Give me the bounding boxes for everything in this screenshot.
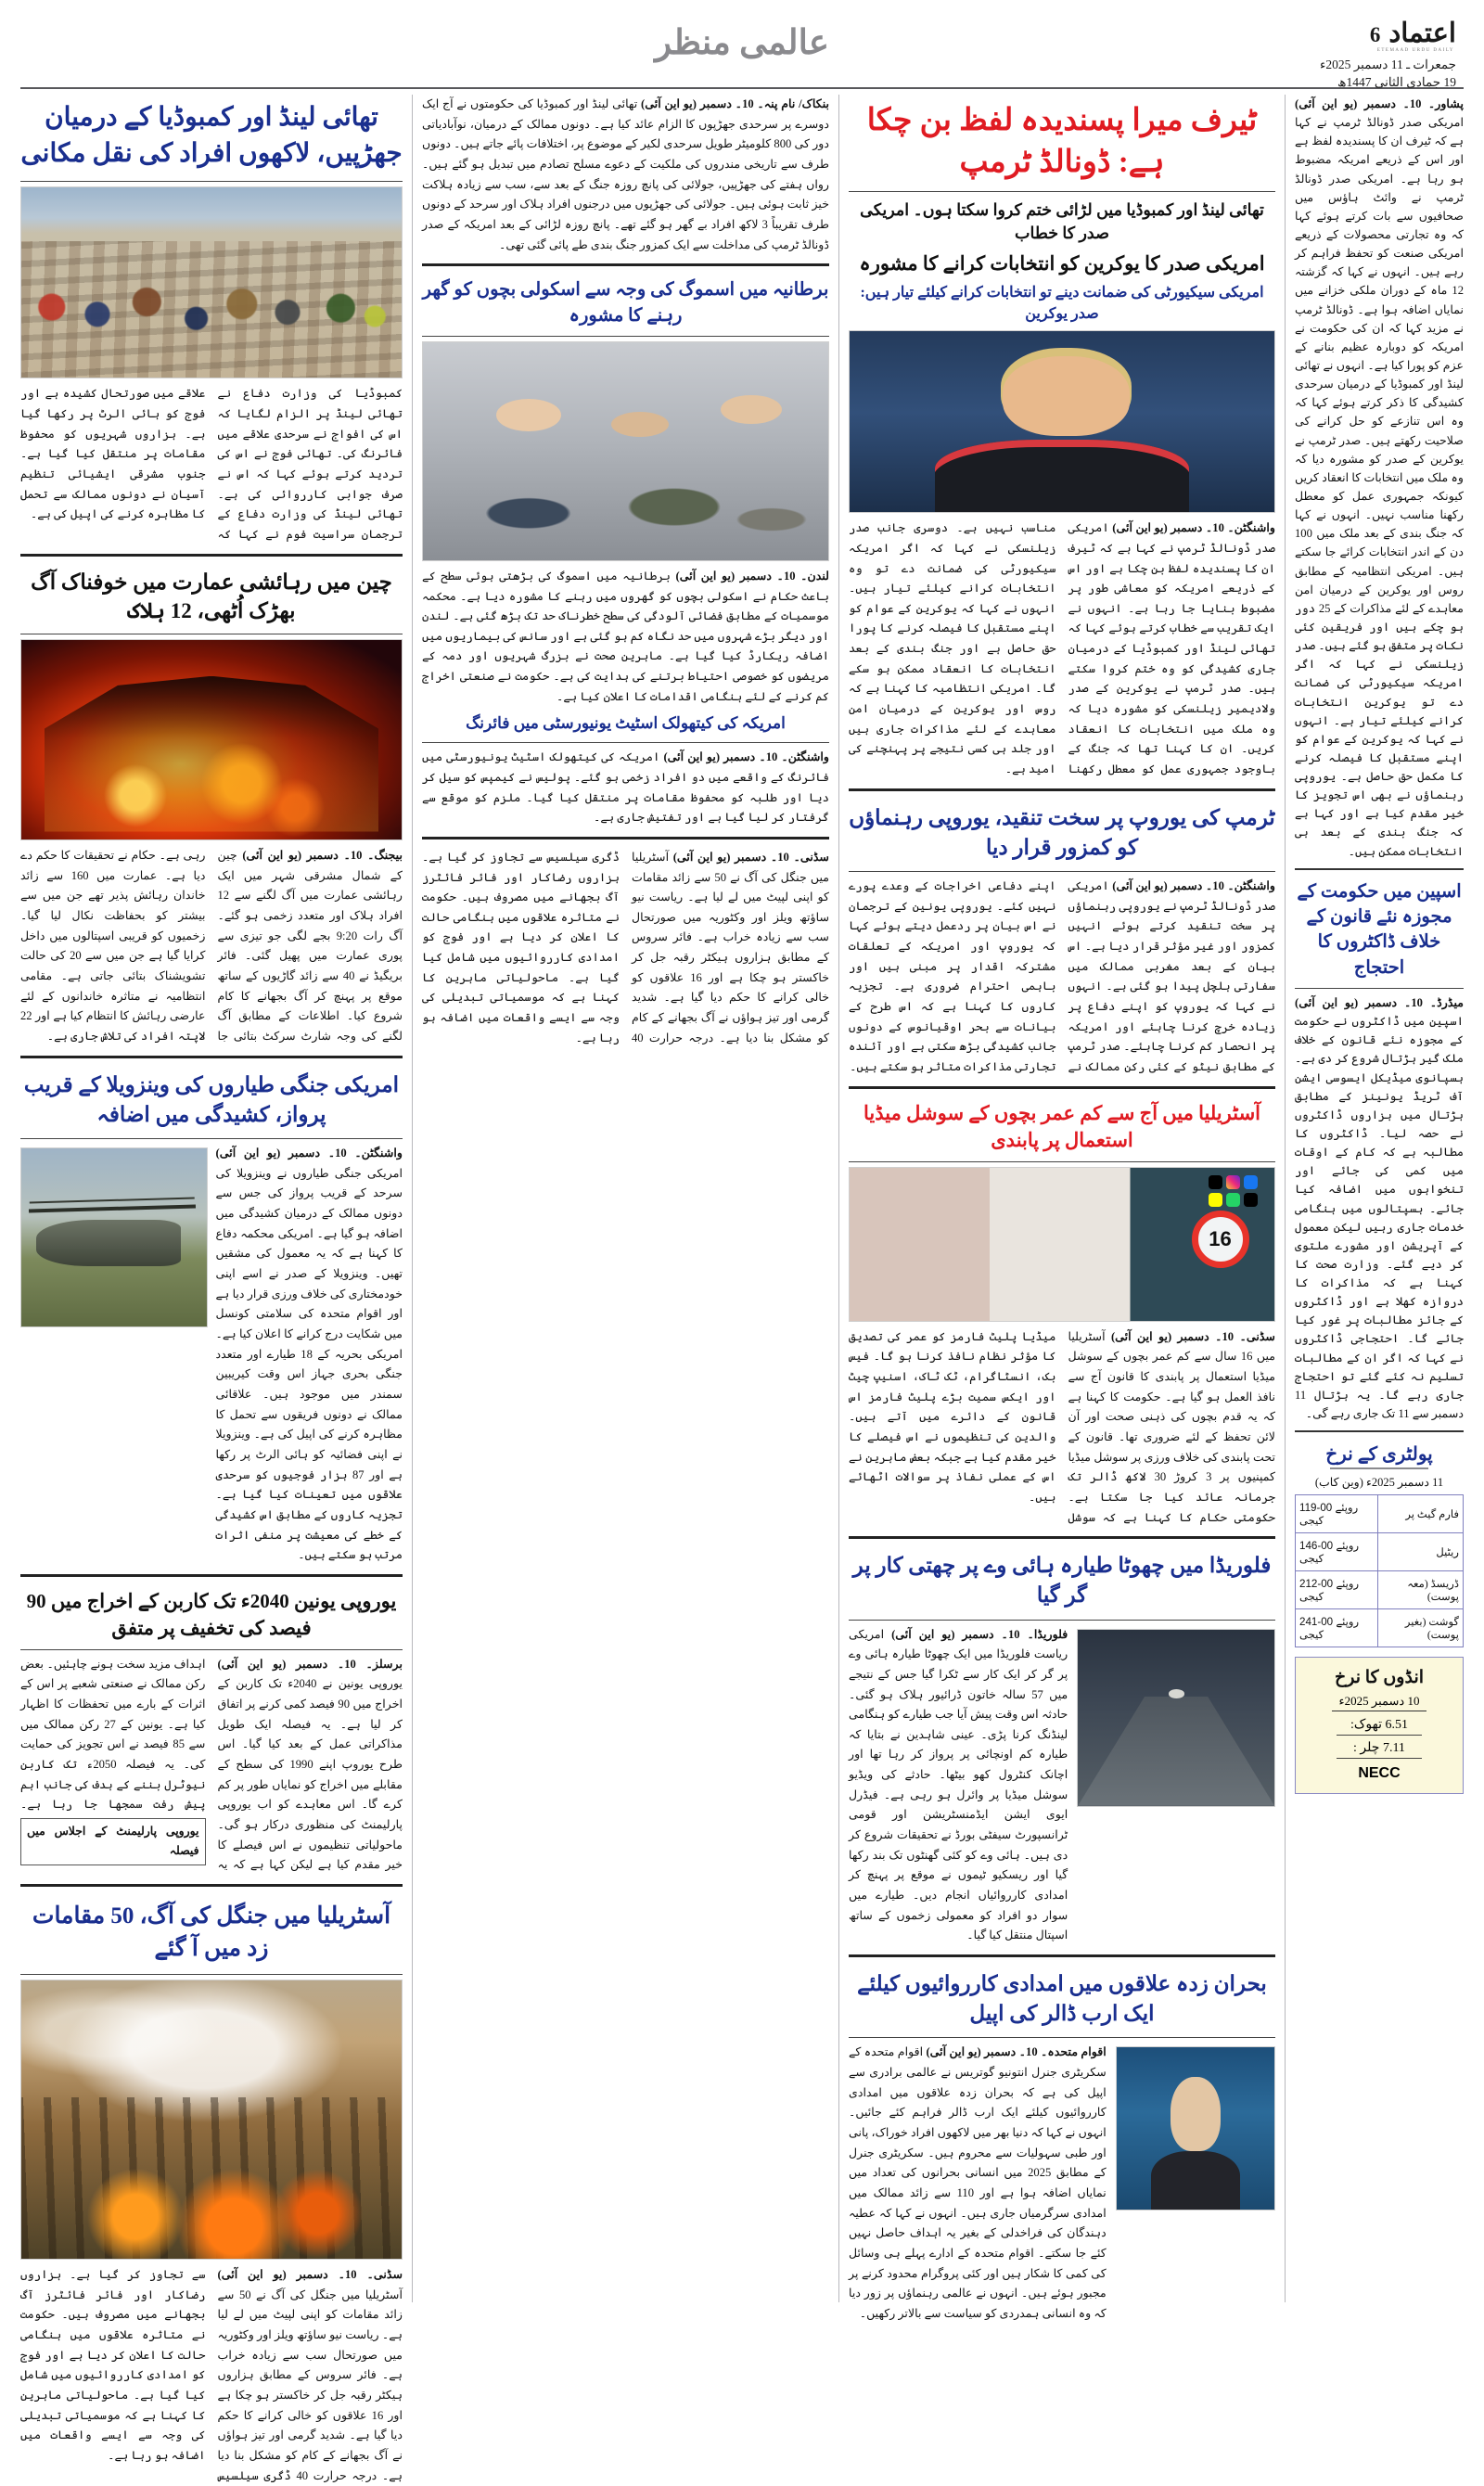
divider bbox=[422, 837, 829, 839]
brand-name: اعتماد bbox=[1388, 19, 1456, 48]
divider bbox=[849, 2037, 1275, 2038]
britain-schools-body bbox=[422, 567, 829, 708]
divider bbox=[422, 336, 829, 337]
china-fire-text: چین کے شمال مشرقی شہر میں ایک رہائشی عمارت میں آگ لگنے سے 12 افراد ہلاک اور متعدد زخمی ہو گئے۔ آگ رات 9:20 بجے لگی جو تیزی سے پوری عمارت میں پھیل گئی۔ فائر بریگیڈ نے 40 سے زائد گاڑیوں کے ساتھ موقع پر پہنچ کر آگ بجھانے کا کام شروع کیا۔ اطلاعات کے مطابق آگ لگنے کی وجہ شارٹ سرکٹ بتائی جا رہی ہے۔ حکام نے تحقیقات کا حکم دے دیا ہے۔ عمارت میں 160 سے زائد خاندان رہائش پذیر تھے جن میں سے بیشتر کو بحفاظت نکال لیا گیا۔ زخمیوں کو قریبی اسپتالوں میں داخل کرایا گیا ہے جن میں سے 20 کی حالت تشویشناک بتائی جاتی ہے۔ مقامی انتظامیہ نے متاثرہ خاندانوں کے لئے عارضی رہائش کا انتظام کیا ہے اور 22 لاپتہ افراد کی تلاش جاری ہے۔ bbox=[20, 849, 403, 1043]
divider bbox=[20, 1138, 403, 1139]
article-right-rail-lead bbox=[1295, 95, 1464, 861]
spain-doctors-dateline: میڈرڈ۔ 10۔ دسمبر (یو این آئی) bbox=[1295, 995, 1465, 1009]
australia-fire-text: آسٹریلیا میں جنگل کی آگ نے 50 سے زائد مقامات کو اپنی لپیٹ میں لے لیا ہے۔ ریاست نیو ساؤتھ ویلز اور وکٹوریہ میں صورتحال سب سے زیادہ خراب ہے۔ فائر سروس کے مطابق ہزاروں ہیکٹر رقبہ جل کر خاکستر ہو چکا ہے اور 16 علاقوں کو خالی کرانے کا حکم دیا گیا ہے۔ شدید گرمی اور تیز ہواؤں نے آگ بجھانے کے کام کو مشکل بنا دیا ہے۔ درجہ حرارت 40 ڈگری سیلسیس سے تجاوز کر گیا ہے۔ ہزاروں رضاکار اور فائر فائٹرز آگ بجھانے میں مصروف ہیں۔ حکومت نے متاثرہ علاقوں میں ہنگامی حالت کا اعلان کر دیا ہے اور فوج کو امدادی کارروائیوں میں شامل کیا گیا ہے۔ ماحولیاتی ماہرین کا کہنا ہے کہ موسمیاتی تبدیلی کی وجہ سے ایسے واقعات میں اضافہ ہو رہا ہے۔ bbox=[20, 2267, 403, 2482]
australia-social-dateline: سڈنی۔ 10۔ دسمبر (یو این آئی) bbox=[1110, 1329, 1275, 1343]
table-row bbox=[1296, 1495, 1464, 1533]
lead-text: امریکی صدر ڈونالڈ ٹرمپ نے کہا ہے کہ ٹیرف ان کا پسندیدہ لفظ بن چکا ہے اور اس کے ذریعے امریکہ کو معاشی طور پر مضبوط بنایا جا رہا ہے۔ انہوں نے ایک تقریب سے خطاب کرتے ہوئے کہا کہ تھائی لینڈ اور کمبوڈیا کے درمیان جاری کشیدگی کو وہ ختم کروا سکتے ہیں۔ صدر ٹرمپ نے یوکرین کے صدر ولادیمیر زیلنسکی کو مشورہ دیا کہ وہ ملک میں انتخابات کا انعقاد کریں۔ ان کا کہنا تھا کہ جنگ کے باوجود جمہوری عمل کو معطل رکھنا مناسب نہیں ہے۔ دوسری جانب صدر زیلنسکی نے کہا کہ اگر امریکہ سیکیورٹی کی ضمانت دے تو وہ انتخابات کرانے کیلئے تیار ہیں۔ انہوں نے کہا کہ یوکرین کے عوام کو اپنے مستقبل کا فیصلہ کرنے کا پورا حق حاصل ہے اور جنگ بندی کے بعد انتخابات کا انعقاد ممکن ہو سکے گا۔ امریکی انتظامیہ کا کہنا ہے کہ روس اور یوکرین کے درمیان امن معاہدے کے لئے مذاکرات جاری ہیں اور جلد ہی کسی نتیجے پر پہنچنے کی امید ہے۔ bbox=[849, 521, 1275, 776]
article-lead-trump bbox=[849, 95, 1275, 780]
china-fire-dateline: بیجنگ۔ 10۔ دسمبر (یو این آئی) bbox=[242, 849, 403, 863]
lead-subheadline-1: تھائی لینڈ اور کمبوڈیا میں لڑائی ختم کروا سکتا ہوں۔ امریکی صدر کا خطاب bbox=[860, 200, 1264, 243]
trump-europe-body bbox=[849, 877, 1275, 1078]
china-fire-headline: چین میں رہائشی عمارت میں خوفناک آگ بھڑک اُٹھی، 12 ہلاک bbox=[31, 570, 392, 623]
britain-schools-dateline: لندن۔ 10۔ دسمبر (یو این آئی) bbox=[675, 569, 829, 583]
un-appeal-headline: بحران زدہ علاقوں میں امدادی کارروائیوں کیلئے ایک ارب ڈالر کی اپیل bbox=[857, 1972, 1267, 2026]
australia-fire-text-mid: آسٹریلیا میں جنگل کی آگ نے 50 سے زائد مقامات کو اپنی لپیٹ میں لے لیا ہے۔ ریاست نیو ساؤتھ ویلز اور وکٹوریہ میں صورتحال سب سے زیادہ خراب ہے۔ فائر سروس کے مطابق ہزاروں ہیکٹر رقبہ جل کر خاکستر ہو چکا ہے اور 16 علاقوں کو خالی کرانے کا حکم دیا گیا ہے۔ شدید گرمی اور تیز ہواؤں نے آگ بجھانے کے کام کو مشکل بنا دیا ہے۔ درجہ حرارت 40 ڈگری سیلسیس سے تجاوز کر گیا ہے۔ ہزاروں رضاکار اور فائر فائٹرز آگ بجھانے میں مصروف ہیں۔ حکومت نے متاثرہ علاقوں میں ہنگامی حالت کا اعلان کر دیا ہے اور فوج کو امدادی کارروائیوں میں شامل کیا گیا ہے۔ ماحولیاتی ماہرین کا کہنا ہے کہ موسمیاتی تبدیلی کی وجہ سے ایسے واقعات میں اضافہ ہو رہا ہے۔ bbox=[422, 850, 829, 1044]
photo-un-secretary bbox=[1116, 2046, 1275, 2210]
article-spain-doctors bbox=[1295, 877, 1464, 1423]
article-australia-fire-mid bbox=[422, 848, 829, 1049]
divider bbox=[849, 1086, 1275, 1089]
poultry-row-label: فارم گیٹ پر bbox=[1378, 1495, 1464, 1533]
tiktok-icon bbox=[1209, 1175, 1222, 1189]
australia-fire-headline: آسٹریلیا میں جنگل کی آگ، 50 مقامات زد میں آ گئے bbox=[32, 1903, 391, 1961]
thailand-cambodia-dateline: بنکاک/ نام پنہ۔ 10۔ دسمبر (یو این آئی) bbox=[641, 97, 829, 110]
egg-retail-label: چلر : bbox=[1353, 1741, 1380, 1756]
brand-subtitle: ETEMAAD URDU DAILY bbox=[1376, 48, 1454, 54]
photo-trump-image bbox=[850, 331, 1274, 512]
poultry-row-label: گوشت (بغیر پوست) bbox=[1378, 1609, 1464, 1647]
egg-rates-title: انڈوں کا نرخ bbox=[1334, 1668, 1425, 1688]
divider bbox=[1295, 1430, 1464, 1432]
australia-social-text: آسٹریلیا میں 16 سال سے کم عمر بچوں کے سوشل میڈیا استعمال پر پابندی کا قانون آج سے نافذ العمل ہو گیا ہے۔ حکومت کا کہنا ہے کہ یہ قدم بچوں کی ذہنی صحت اور آن لائن تحفظ کے لئے ضروری تھا۔ قانون کے تحت پابندی کی خلاف ورزی پر سوشل میڈیا کمپنیوں پر 3 کروڑ 30 لاکھ ڈالر تک جرمانہ عائد کیا جا سکتا ہے۔ حکومتی حکام کا کہنا ہے کہ سوشل میڈیا پلیٹ فارمز کو عمر کی تصدیق کا مؤثر نظام نافذ کرنا ہو گا۔ فیس بک، انسٹاگرام، ٹک ٹاک، اسنیپ چیٹ اور ایکس سمیت بڑے پلیٹ فارمز اس قانون کے دائرے میں آتے ہیں۔ والدین کی تنظیموں نے اس فیصلے کا خیر مقدم کیا ہے جبکہ بعض ماہرین نے اس کے عملی نفاذ پر سوالات اٹھائے ہیں۔ bbox=[849, 1329, 1276, 1524]
poultry-rates-table bbox=[1295, 1494, 1464, 1647]
australia-fire-dateline-mid: سڈنی۔ 10۔ دسمبر (یو این آئی) bbox=[672, 850, 829, 864]
divider bbox=[20, 554, 403, 557]
article-australia-fire bbox=[20, 1895, 403, 2486]
spain-doctors-body bbox=[1295, 993, 1464, 1423]
poultry-row-value: 146-00 روپئے کیجی bbox=[1296, 1533, 1378, 1571]
divider bbox=[1295, 988, 1464, 989]
photo-travellers-image bbox=[423, 342, 828, 560]
eu-carbon-headline: یوروپی یونین 2040ء تک کاربن کے اخراج میں 90 فیصد کی تخفیف پر متفق bbox=[26, 1589, 397, 1639]
poultry-rates-date: 11 دسمبر 2025ء (وین کاب) bbox=[1314, 1476, 1444, 1490]
australia-fire-dateline: سڈنی۔ 10۔ دسمبر (یو این آئی) bbox=[217, 2267, 403, 2281]
column-middle bbox=[413, 95, 839, 2302]
lead-dateline: واشنگٹن۔ 10۔ دسمبر (یو این آئی) bbox=[1112, 521, 1275, 535]
article-us-venezuela bbox=[20, 1067, 403, 1566]
eu-carbon-boxed-note: یوروپی پارلیمنٹ کے اجلاس میں فیصلہ bbox=[20, 1818, 206, 1865]
table-row bbox=[1296, 1533, 1464, 1571]
us-venezuela-text: امریکی جنگی طیاروں نے وینزویلا کی سرحد کے قریب پرواز کی جس سے دونوں ممالک کے درمیان کشیدگی میں اضافہ ہو گیا ہے۔ امریکی محکمہ دفاع کا کہنا ہے کہ یہ معمول کی مشقیں تھیں۔ وینزویلا کے صدر نے اسے اپنی خودمختاری کی خلاف ورزی قرار دیا ہے اور اقوام متحدہ کی سلامتی کونسل میں شکایت درج کرانے کا اعلان کیا ہے۔ امریکی بحریہ کے 18 طیارے اور متعدد جنگی بحری جہاز اس وقت کیریبین سمندر میں موجود ہیں۔ علاقائی ممالک نے دونوں فریقوں سے تحمل کا مظاہرہ کرنے کی اپیل کی ہے۔ وینزویلا نے اپنی فضائیہ کو ہائی الرٹ پر رکھا ہے اور 87 ہزار فوجیوں کو سرحدی علاقوں میں تعینات کیا گیا ہے۔ تجزیہ کاروں کے مطابق اس کشیدگی کے خطے کی معیشت پر منفی اثرات مرتب ہو سکتے ہیں۔ bbox=[215, 1166, 403, 1562]
poultry-row-value: 212-00 روپئے کیجی bbox=[1296, 1571, 1378, 1609]
egg-retail bbox=[1337, 1738, 1422, 1759]
article-china-fire bbox=[20, 565, 403, 1047]
poultry-rates-widget bbox=[1295, 1439, 1464, 1794]
florida-plane-dateline: فلوریڈا۔ 10۔ دسمبر (یو این آئی) bbox=[891, 1627, 1068, 1641]
column-right bbox=[839, 95, 1285, 2320]
un-appeal-dateline: اقوام متحدہ۔ 10۔ دسمبر (یو این آئی) bbox=[926, 2045, 1107, 2059]
divider bbox=[849, 788, 1275, 791]
australia-fire-body bbox=[20, 2265, 403, 2486]
us-venezuela-headline: امریکی جنگی طیاروں کی وینزویلا کے قریب پرواز، کشیدگی میں اضافہ bbox=[23, 1072, 400, 1126]
us-university-shooting-headline: امریکہ کی کیتھولک اسٹیٹ یونیورسٹی میں فائرنگ bbox=[466, 714, 786, 733]
divider bbox=[849, 1954, 1275, 1957]
us-venezuela-dateline: واشنگٹن۔ 10۔ دسمبر (یو این آئی) bbox=[215, 1147, 403, 1160]
divider bbox=[20, 1056, 403, 1058]
us-university-shooting-body bbox=[422, 748, 829, 828]
page-number: 6 bbox=[1369, 23, 1381, 46]
lead-subheadline-3: امریکی سیکیورٹی کی ضمانت دینے تو انتخابات کرانے کیلئے تیار ہیں: صدر یوکرین bbox=[860, 284, 1264, 322]
divider bbox=[849, 1620, 1275, 1621]
trump-europe-dateline: واشنگٹن۔ 10۔ دسمبر (یو این آئی) bbox=[1112, 879, 1275, 893]
article-un-appeal bbox=[849, 1966, 1275, 2325]
right-rail-lead-body bbox=[1295, 95, 1464, 861]
un-appeal-text: اقوام متحدہ کے سکریٹری جنرل انتونیو گوتریس نے عالمی برادری سے اپیل کی ہے کہ بحران زدہ علاقوں میں امدادی کارروائیوں کیلئے ایک ارب ڈالر فراہم کئے جائیں۔ انہوں نے کہا کہ دنیا بھر میں لاکھوں افراد خوراک، پانی اور طبی سہولیات سے محروم ہیں۔ سکریٹری جنرل کے مطابق 2025 میں انسانی بحرانوں کی تعداد میں نمایاں اضافہ ہوا ہے اور 110 سے زائد ممالک میں امدادی سرگرمیاں جاری ہیں۔ انہوں نے کہا کہ عطیہ دہندگان کی فراخدلی کے بغیر یہ اہداف حاصل نہیں کئے جا سکتے۔ اقوام متحدہ کے ادارے پہلے ہی وسائل کی کمی کا شکار ہیں اور کئی پروگرام محدود کرنے پر مجبور ہوئے ہیں۔ انہوں نے عالمی رہنماؤں پر زور دیا کہ وہ انسانی ہمدردی کو سیاست سے بالاتر رکھیں۔ bbox=[849, 2045, 1107, 2320]
table-row bbox=[1296, 1571, 1464, 1609]
spain-doctors-headline: اسپین میں حکومت کے مجوزہ نئے قانون کے خلاف ڈاکٹروں کا احتجاج bbox=[1297, 881, 1462, 978]
poultry-row-label: ریٹیل bbox=[1378, 1533, 1464, 1571]
eu-carbon-text: یوروپی یونین نے 2040ء تک کاربن کے اخراج میں 90 فیصد کمی کرنے پر اتفاق کر لیا ہے۔ یہ فیصلہ ایک طویل مذاکراتی عمل کے بعد کیا گیا۔ اس طرح یوروپ اپنے 1990 کی سطح کے مقابلے میں اخراج کو نمایاں طور پر کم کرے گا۔ اس معاہدے کو اب یوروپی پارلیمنٹ کی منظوری درکار ہو گی۔ ماحولیاتی تنظیموں نے اس فیصلے کا خیر مقدم کیا ہے لیکن کہا ہے کہ یہ اہداف مزید سخت ہونے چاہئیں۔ بعض رکن ممالک نے صنعتی شعبے پر اس کے اثرات کے بارے میں تحفظات کا اظہار کیا ہے۔ یونین کے 27 رکن ممالک میں سے 85 فیصد نے اس تجویز کی حمایت کی۔ یہ فیصلہ 2050ء تک کاربن نیوٹرل بننے کے ہدف کی جانب اہم پیش رفت سمجھا جا رہا ہے۔ bbox=[20, 1657, 403, 1872]
lead-body bbox=[849, 519, 1275, 780]
date-gregorian: جمعرات ـ 11 دسمبر 2025ء bbox=[1319, 57, 1456, 71]
divider bbox=[849, 191, 1275, 192]
egg-retail-value: 7.11 bbox=[1382, 1741, 1405, 1756]
us-university-shooting-dateline: واشنگٹن۔ 10۔ دسمبر (یو این آئی) bbox=[663, 750, 830, 764]
lead-headline: ٹیرف میرا پسندیدہ لفظ بن چکا ہے: ڈونالڈ ٹرمپ bbox=[866, 104, 1258, 179]
right-rail-lead-text: امریکی صدر ڈونالڈ ٹرمپ نے کہا ہے کہ ٹیرف ان کا پسندیدہ لفظ ہے اور اس کے ذریعے امریکہ مضبوط ہو رہا ہے۔ امریکی صدر ڈونالڈ ٹرمپ نے وائٹ ہاؤس میں صحافیوں سے بات کرتے ہوئے کہا کہ وہ تجارتی محصولات کے ذریعے امریکی صنعت کو تحفظ فراہم کر رہے ہیں۔ انہوں نے کہا کہ گزشتہ 12 ماہ کے دوران ملکی خزانے میں نمایاں اضافہ ہوا ہے۔ ڈونالڈ ٹرمپ نے مزید کہا کہ ان کی حکومت نے امریکہ کو دوبارہ عظیم بنانے کے عزم کو پورا کیا ہے۔ انہوں نے تھائی لینڈ اور کمبوڈیا کے درمیان سرحدی کشیدگی کا ذکر کرتے ہوئے کہا کہ وہ اس تنازعے کو حل کرانے کی صلاحیت رکھتے ہیں۔ صدر ٹرمپ نے یوکرین کے صدر کو مشورہ دیا کہ وہ ملک میں انتخابات کا انعقاد کریں کیونکہ جمہوری عمل کو معطل رکھنا مناسب نہیں۔ انہوں نے کہا کہ جنگ بندی کے بعد ملک میں 100 دن کے اندر انتخابات کرائے جا سکتے ہیں۔ امریکی انتظامیہ کے مطابق روس اور یوکرین کے درمیان امن معاہدے کے لئے مذاکرات کے 25 دور ہو چکے ہیں اور فریقین کئی نکات پر متفق ہو گئے ہیں۔ صدر زیلنسکی نے کہا کہ اگر امریکہ سیکیورٹی کی ضمانت دے تو یوکرین انتخابات کرانے کیلئے تیار ہے۔ انہوں نے کہا کہ یوکرین کے عوام کو اپنے مستقبل کا فیصلہ کرنے کا مکمل حق حاصل ہے۔ یوروپی رہنماؤں نے بھی اس تجویز کا خیر مقدم کیا ہے اور کہا ہے کہ جنگ بندی کے بعد ہی انتخابات ممکن ہیں۔ bbox=[1295, 116, 1464, 858]
article-australia-social bbox=[849, 1097, 1275, 1529]
column-left bbox=[20, 95, 413, 2482]
poultry-row-value: 119-00 روپئے کیجی bbox=[1296, 1495, 1378, 1533]
poultry-rates-title: پولٹری کے نرخ bbox=[1325, 1444, 1433, 1466]
eu-carbon-dateline: برسلز۔ 10۔ دسمبر (یو این آئی) bbox=[217, 1657, 403, 1671]
app-icons-group bbox=[1209, 1175, 1258, 1207]
rate-title-rule bbox=[1330, 1467, 1428, 1469]
x-icon bbox=[1244, 1193, 1258, 1207]
trump-europe-headline: ٹرمپ کی یوروپ پر سخت تنقید، یوروپی رہنماؤں کو کمزور قرار دیا bbox=[849, 805, 1275, 859]
divider bbox=[20, 1649, 403, 1650]
divider bbox=[20, 1574, 403, 1577]
lead-subheadline-2: امریکی صدر کا یوکرین کو انتخابات کرانے کا مشورہ bbox=[859, 251, 1265, 275]
masthead bbox=[20, 17, 1464, 89]
article-trump-europe bbox=[849, 800, 1275, 1078]
photo-highway-image bbox=[1078, 1630, 1274, 1806]
divider bbox=[849, 871, 1275, 872]
thailand-cambodia-text2: کمبوڈیا کی وزارت دفاع نے تھائی لینڈ پر الزام لگایا کہ اس کی افواج نے سرحدی علاقے میں فائرنگ کی۔ تھائی فوج نے اس کی تردید کرتے ہوئے کہا کہ اس نے صرف جوابی کارروائی کی ہے۔ تھائی لینڈ کی وزارت دفاع کے ترجمان سراسیت فوم نے کہا کہ علاقے میں صورتحال کشیدہ ہے اور فوج کو ہائی الرٹ پر رکھا گیا ہے۔ ہزاروں شہریوں کو محفوظ مقامات پر منتقل کیا گیا ہے۔ جنوب مشرقی ایشیائی تنظیم آسیان نے دونوں ممالک سے تحمل کا مظاہرہ کرنے کی اپیل کی ہے۔ bbox=[20, 387, 403, 541]
spain-doctors-text: اسپین میں ڈاکٹروں نے حکومت کے مجوزہ نئے قانون کے خلاف ملک گیر ہڑتال شروع کر دی ہے۔ ہسپانوی میڈیکل ایسوسی ایشن آف ٹریڈ یونینز کے مطابق ہڑتال میں ہزاروں ڈاکٹروں نے حصہ لیا۔ ڈاکٹروں کا مطالبہ ہے کہ کام کے اوقات میں کمی کی جائے اور تنخواہوں میں اضافہ کیا جائے۔ ہسپتالوں میں ہنگامی خدمات جاری رہیں لیکن معمول کے آپریشن اور مشورے ملتوی کر دیے گئے۔ وزارت صحت کا کہنا ہے کہ مذاکرات کا دروازہ کھلا ہے اور ڈاکٹروں کے جائز مطالبات پر غور کیا جائے گا۔ احتجاجی ڈاکٹروں نے کہا کہ اگر ان کے مطالبات تسلیم نہ کئے گئے تو احتجاج جاری رہے گا۔ یہ ہڑتال 11 دسمبر سے 11 تک جاری رہے گی۔ bbox=[1295, 1015, 1464, 1421]
column-far-right bbox=[1285, 95, 1464, 2302]
thailand-cambodia-body2 bbox=[20, 384, 403, 545]
florida-plane-body bbox=[849, 1625, 1068, 1947]
article-thailand-cambodia-mid bbox=[422, 95, 829, 255]
article-britain-schools bbox=[422, 275, 829, 828]
under-16-badge: 16 bbox=[1192, 1211, 1249, 1268]
date-hijri: 19 جمادی الثانی 1447ھ bbox=[1337, 75, 1456, 90]
britain-schools-text: برطانیہ میں اسموگ کی بڑھتی ہوئی سطح کے باعث حکام نے اسکولی بچوں کو گھروں میں رہنے کا مشورہ دیا ہے۔ محکمہ موسمیات کے مطابق فضائی آلودگی کی سطح خطرناک حد تک بڑھ گئی ہے۔ لندن اور دیگر بڑے شہروں میں حد نگاہ کم ہو گئی ہے اور سانس کی بیماریوں میں اضافہ ریکارڈ کیا گیا ہے۔ ماہرین صحت نے بزرگ شہریوں اور دمہ کے مریضوں کو خصوصی احتیاط برتنے کی ہدایت کی ہے۔ حکومت نے صنعتی اخراج کم کرنے کے لئے ہنگامی اقدامات کا اعلان کیا ہے۔ bbox=[422, 569, 829, 703]
content-grid bbox=[20, 95, 1465, 2482]
australia-social-body bbox=[849, 1327, 1275, 1529]
article-thailand-cambodia bbox=[20, 95, 403, 545]
photo-convoy-image bbox=[21, 187, 402, 378]
egg-wholesale-label: تھوک: bbox=[1350, 1718, 1382, 1733]
poultry-row-value: 241-00 روپئے کیجی bbox=[1296, 1609, 1378, 1647]
divider bbox=[20, 181, 403, 182]
egg-rates-date: 10 دسمبر 2025ء bbox=[1332, 1694, 1427, 1711]
article-eu-carbon bbox=[20, 1585, 403, 1876]
florida-plane-headline: فلوریڈا میں چھوٹا طیارہ ہائی وے پر چھتی کار پر گر گیا bbox=[852, 1554, 1272, 1608]
divider bbox=[422, 742, 829, 743]
divider bbox=[20, 1974, 403, 1975]
photo-social-media bbox=[849, 1167, 1275, 1322]
egg-wholesale-value: 6.51 bbox=[1385, 1718, 1408, 1733]
photo-china-fire bbox=[20, 639, 403, 840]
china-fire-body bbox=[20, 846, 403, 1047]
poultry-row-label: ڈریسڈ (معہ پوست) bbox=[1378, 1571, 1464, 1609]
section-title: عالمی منظر bbox=[655, 24, 829, 62]
thailand-cambodia-body-mid bbox=[422, 95, 829, 255]
egg-rates-widget bbox=[1295, 1657, 1464, 1794]
photo-helicopter-image bbox=[21, 1148, 207, 1326]
snapchat-icon bbox=[1209, 1193, 1222, 1207]
australia-social-headline: آسٹریلیا میں آج سے کم عمر بچوں کے سوشل میڈیا استعمال پر پابندی bbox=[864, 1101, 1260, 1151]
photo-china-fire-image bbox=[21, 640, 402, 839]
thailand-cambodia-text: تھائی لینڈ اور کمبوڈیا کی حکومتوں نے آج ایک دوسرے پر سرحدی جھڑپوں کا الزام عائد کیا ہے۔ دونوں ممالک کے درمیان، نوآبادیاتی دور کی 800 کلومیٹر طویل سرحدی لکیر کے موضوع پر، اختلافات پائے جاتے ہیں۔ دونوں طرف سے تاریخی مندروں کی ملکیت کے دعوے مسلح تصادم میں تبدیل ہو گئے ہیں۔ رواں ہفتے کی جھڑپیں، جولائی کی پانچ روزہ جنگ کے بعد سے، سب سے زیادہ ہلاکت خیز ثابت ہوئی ہیں۔ جولائی کی جھڑپوں میں درجنوں افراد ہلاک اور سرحد کے دونوں طرف تقریباً 3 لاکھ افراد بے گھر ہو گئے تھے۔ پانچ روزہ لڑائی کے بعد امریکہ کے صدر ڈونالڈ ٹرمپ کی مداخلت سے ایک کمزور جنگ بندی طے پائی گئی تھی۔ bbox=[422, 97, 829, 251]
photo-wildfire-image bbox=[21, 1980, 402, 2259]
egg-wholesale bbox=[1337, 1715, 1422, 1736]
table-row bbox=[1296, 1609, 1464, 1647]
un-appeal-body bbox=[849, 2043, 1107, 2324]
florida-plane-text: امریکی ریاست فلوریڈا میں ایک چھوٹا طیارہ ہائی وے پر گر کر ایک کار سے ٹکرا گیا جس کے نتیجے میں 57 سالہ خاتون ڈرائیور ہلاک ہو گئی۔ حادثہ اس وقت پیش آیا جب طیارے کو ہنگامی لینڈنگ کرنا پڑی۔ عینی شاہدین نے بتایا کہ طیارہ کم اونچائی پر پرواز کر رہا تھا اور اچانک کنٹرول کھو بیٹھا۔ حادثے کی ویڈیو سوشل میڈیا پر وائرل ہو رہی ہے۔ فیڈرل ایوی ایشن ایڈمنسٹریشن اور قومی ٹرانسپورٹ سیفٹی بورڈ نے تحقیقات شروع کر دی ہیں۔ ہائی وے کو کئی گھنٹوں تک بند رکھا گیا اور ریسکیو ٹیموں نے موقع پر پہنچ کر امدادی کارروائیاں انجام دیں۔ طیارے میں سوار دو افراد کو معمولی زخموں کے ساتھ اسپتال منتقل کیا گیا۔ bbox=[849, 1627, 1068, 1942]
facebook-icon bbox=[1244, 1175, 1258, 1189]
us-venezuela-body bbox=[216, 1144, 403, 1566]
photo-wildfire bbox=[20, 1980, 403, 2260]
photo-highway-crash bbox=[1077, 1629, 1275, 1807]
egg-rates-source: NECC bbox=[1358, 1765, 1401, 1782]
photo-social-image bbox=[850, 1168, 1274, 1321]
trump-europe-text: امریکی صدر ڈونالڈ ٹرمپ نے یوروپی رہنماؤں پر سخت تنقید کرتے ہوئے انہیں کمزور اور غیر مؤثر قرار دیا ہے۔ اس بیان کے بعد مغربی ممالک میں سفارتی ہلچل پیدا ہو گئی ہے۔ انہوں نے کہا کہ یوروپ کو اپنے دفاع پر زیادہ خرچ کرنا چاہئے اور امریکہ پر انحصار کم کرنا چاہئے۔ صدر ٹرمپ کے مطابق نیٹو کے کئی رکن ممالک نے اپنے دفاعی اخراجات کے وعدے پورے نہیں کئے۔ یوروپی یونین کے ترجمان نے اس بیان پر ردعمل دیتے ہوئے کہا کہ یوروپ اور امریکہ کے تعلقات مشترکہ اقدار پر مبنی ہیں اور باہمی احترام ضروری ہے۔ تجزیہ کاروں کا کہنا ہے کہ اس طرح کے بیانات سے بحر اوقیانوس کے دونوں جانب کشیدگی بڑھ سکتی ہے اور آئندہ تجارتی مذاکرات متاثر ہو سکتے ہیں۔ bbox=[849, 879, 1275, 1073]
instagram-icon bbox=[1226, 1175, 1240, 1189]
article-florida-plane bbox=[849, 1547, 1275, 1946]
photo-travellers bbox=[422, 341, 829, 561]
eu-carbon-body bbox=[20, 1655, 403, 1876]
photo-convoy bbox=[20, 186, 403, 378]
divider bbox=[20, 1884, 403, 1887]
thailand-cambodia-headline: تھائی لینڈ اور کمبوڈیا کے درمیان جھڑپیں، لاکھوں افراد کی نقل مکانی bbox=[20, 103, 403, 169]
divider bbox=[849, 1161, 1275, 1162]
photo-trump bbox=[849, 330, 1275, 513]
britain-schools-headline: برطانیہ میں اسموگ کی وجہ سے اسکولی بچوں کو گھر رہنے کا مشورہ bbox=[422, 280, 829, 326]
divider bbox=[422, 263, 829, 266]
australia-fire-body-mid bbox=[422, 848, 829, 1049]
right-rail-lead-dateline: پشاور۔ 10۔ دسمبر (یو این آئی) bbox=[1295, 97, 1464, 110]
whatsapp-icon bbox=[1226, 1193, 1240, 1207]
photo-un-image bbox=[1117, 2047, 1274, 2210]
photo-helicopter bbox=[20, 1147, 208, 1327]
divider bbox=[849, 1536, 1275, 1539]
divider bbox=[1295, 868, 1464, 870]
us-university-shooting-text: امریکہ کی کیتھولک اسٹیٹ یونیورسٹی میں فائرنگ کے واقعے میں دو افراد زخمی ہو گئے۔ پولیس نے کیمپس کو سیل کر دیا اور طلبہ کو محفوظ مقامات پر منتقل کیا گیا۔ ملزم کو موقع سے گرفتار کر لیا گیا ہے اور تفتیش جاری ہے۔ bbox=[422, 750, 829, 825]
